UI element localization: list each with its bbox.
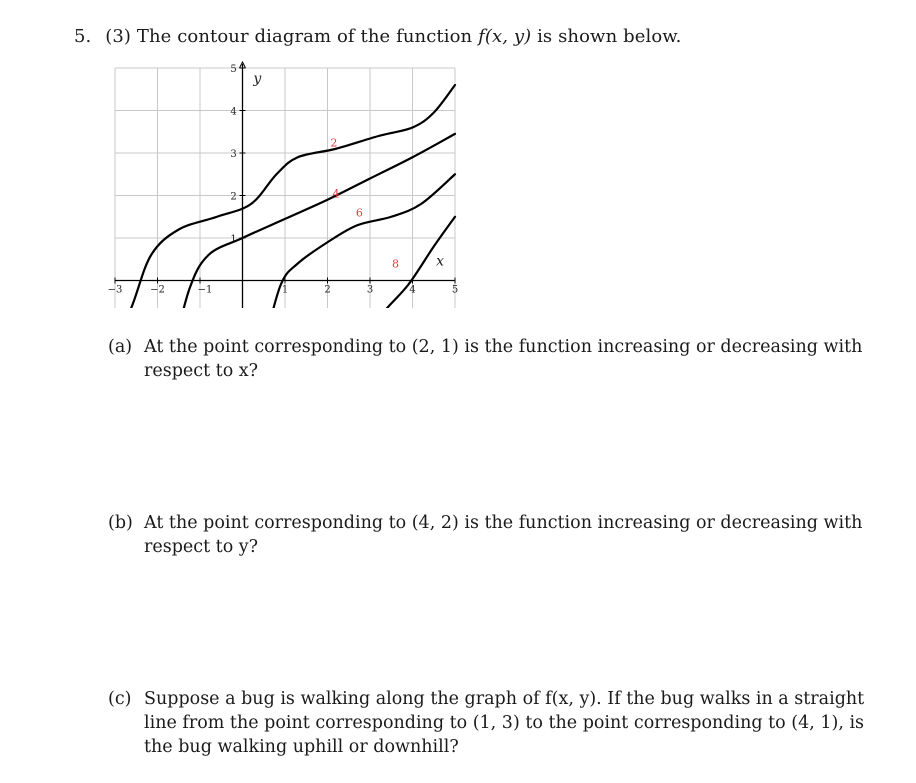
question-part-a [108,335,868,383]
part-c-text: Suppose a bug is walking along the graph of f(x, y). If the bug walks in a straight line from the point corresponding to (1, 3) to the point corresponding to (4, 1), is the bug walking uphill or downhill? [144,689,865,757]
y-tick-label: 5 [230,64,237,75]
part-b-label: (b) [108,513,133,533]
x-tick-label: −2 [150,284,165,296]
x-tick-label: 5 [451,284,459,296]
problem-intro-end: is shown below. [537,26,682,47]
contour-line-level-6 [243,174,459,308]
question-part-c [108,687,868,759]
part-a-label: (a) [108,337,133,357]
x-tick-label: −3 [107,284,123,296]
contour-level-label: 8 [392,257,399,271]
problem-header [74,26,681,47]
x-tick-label: −1 [197,284,213,296]
x-tick-label: 4 [409,284,416,296]
problem-intro: The contour diagram of the function [136,26,473,47]
part-c-label: (c) [108,689,132,709]
y-tick-label: 1 [230,234,237,245]
problem-points: (3) [105,26,132,47]
x-tick-label: 1 [281,284,289,296]
contour-level-label: 6 [355,206,363,220]
question-part-b [108,511,868,559]
x-tick-label: 3 [366,284,374,296]
contour-line-level-2 [111,85,455,308]
contour-level-label: 4 [332,187,340,201]
part-b-text: At the point corresponding to (4, 2) is the function increasing or decreasing with respect to y? [144,513,863,557]
x-axis-label: x [436,253,445,270]
contour-level-label: 2 [330,136,338,150]
contour-diagram [105,58,475,308]
part-a-text: At the point corresponding to (2, 1) is the function increasing or decreasing with respect to x? [144,337,863,381]
grid-lines [115,68,455,308]
y-tick-label: 2 [230,191,237,203]
y-tick-label: 4 [230,106,237,118]
y-axis-label: y [253,70,262,87]
function-notation: f(x, y) [478,26,532,47]
problem-number: 5. [74,26,92,47]
x-tick-label: 2 [324,284,331,296]
y-tick-label: 3 [230,149,237,160]
